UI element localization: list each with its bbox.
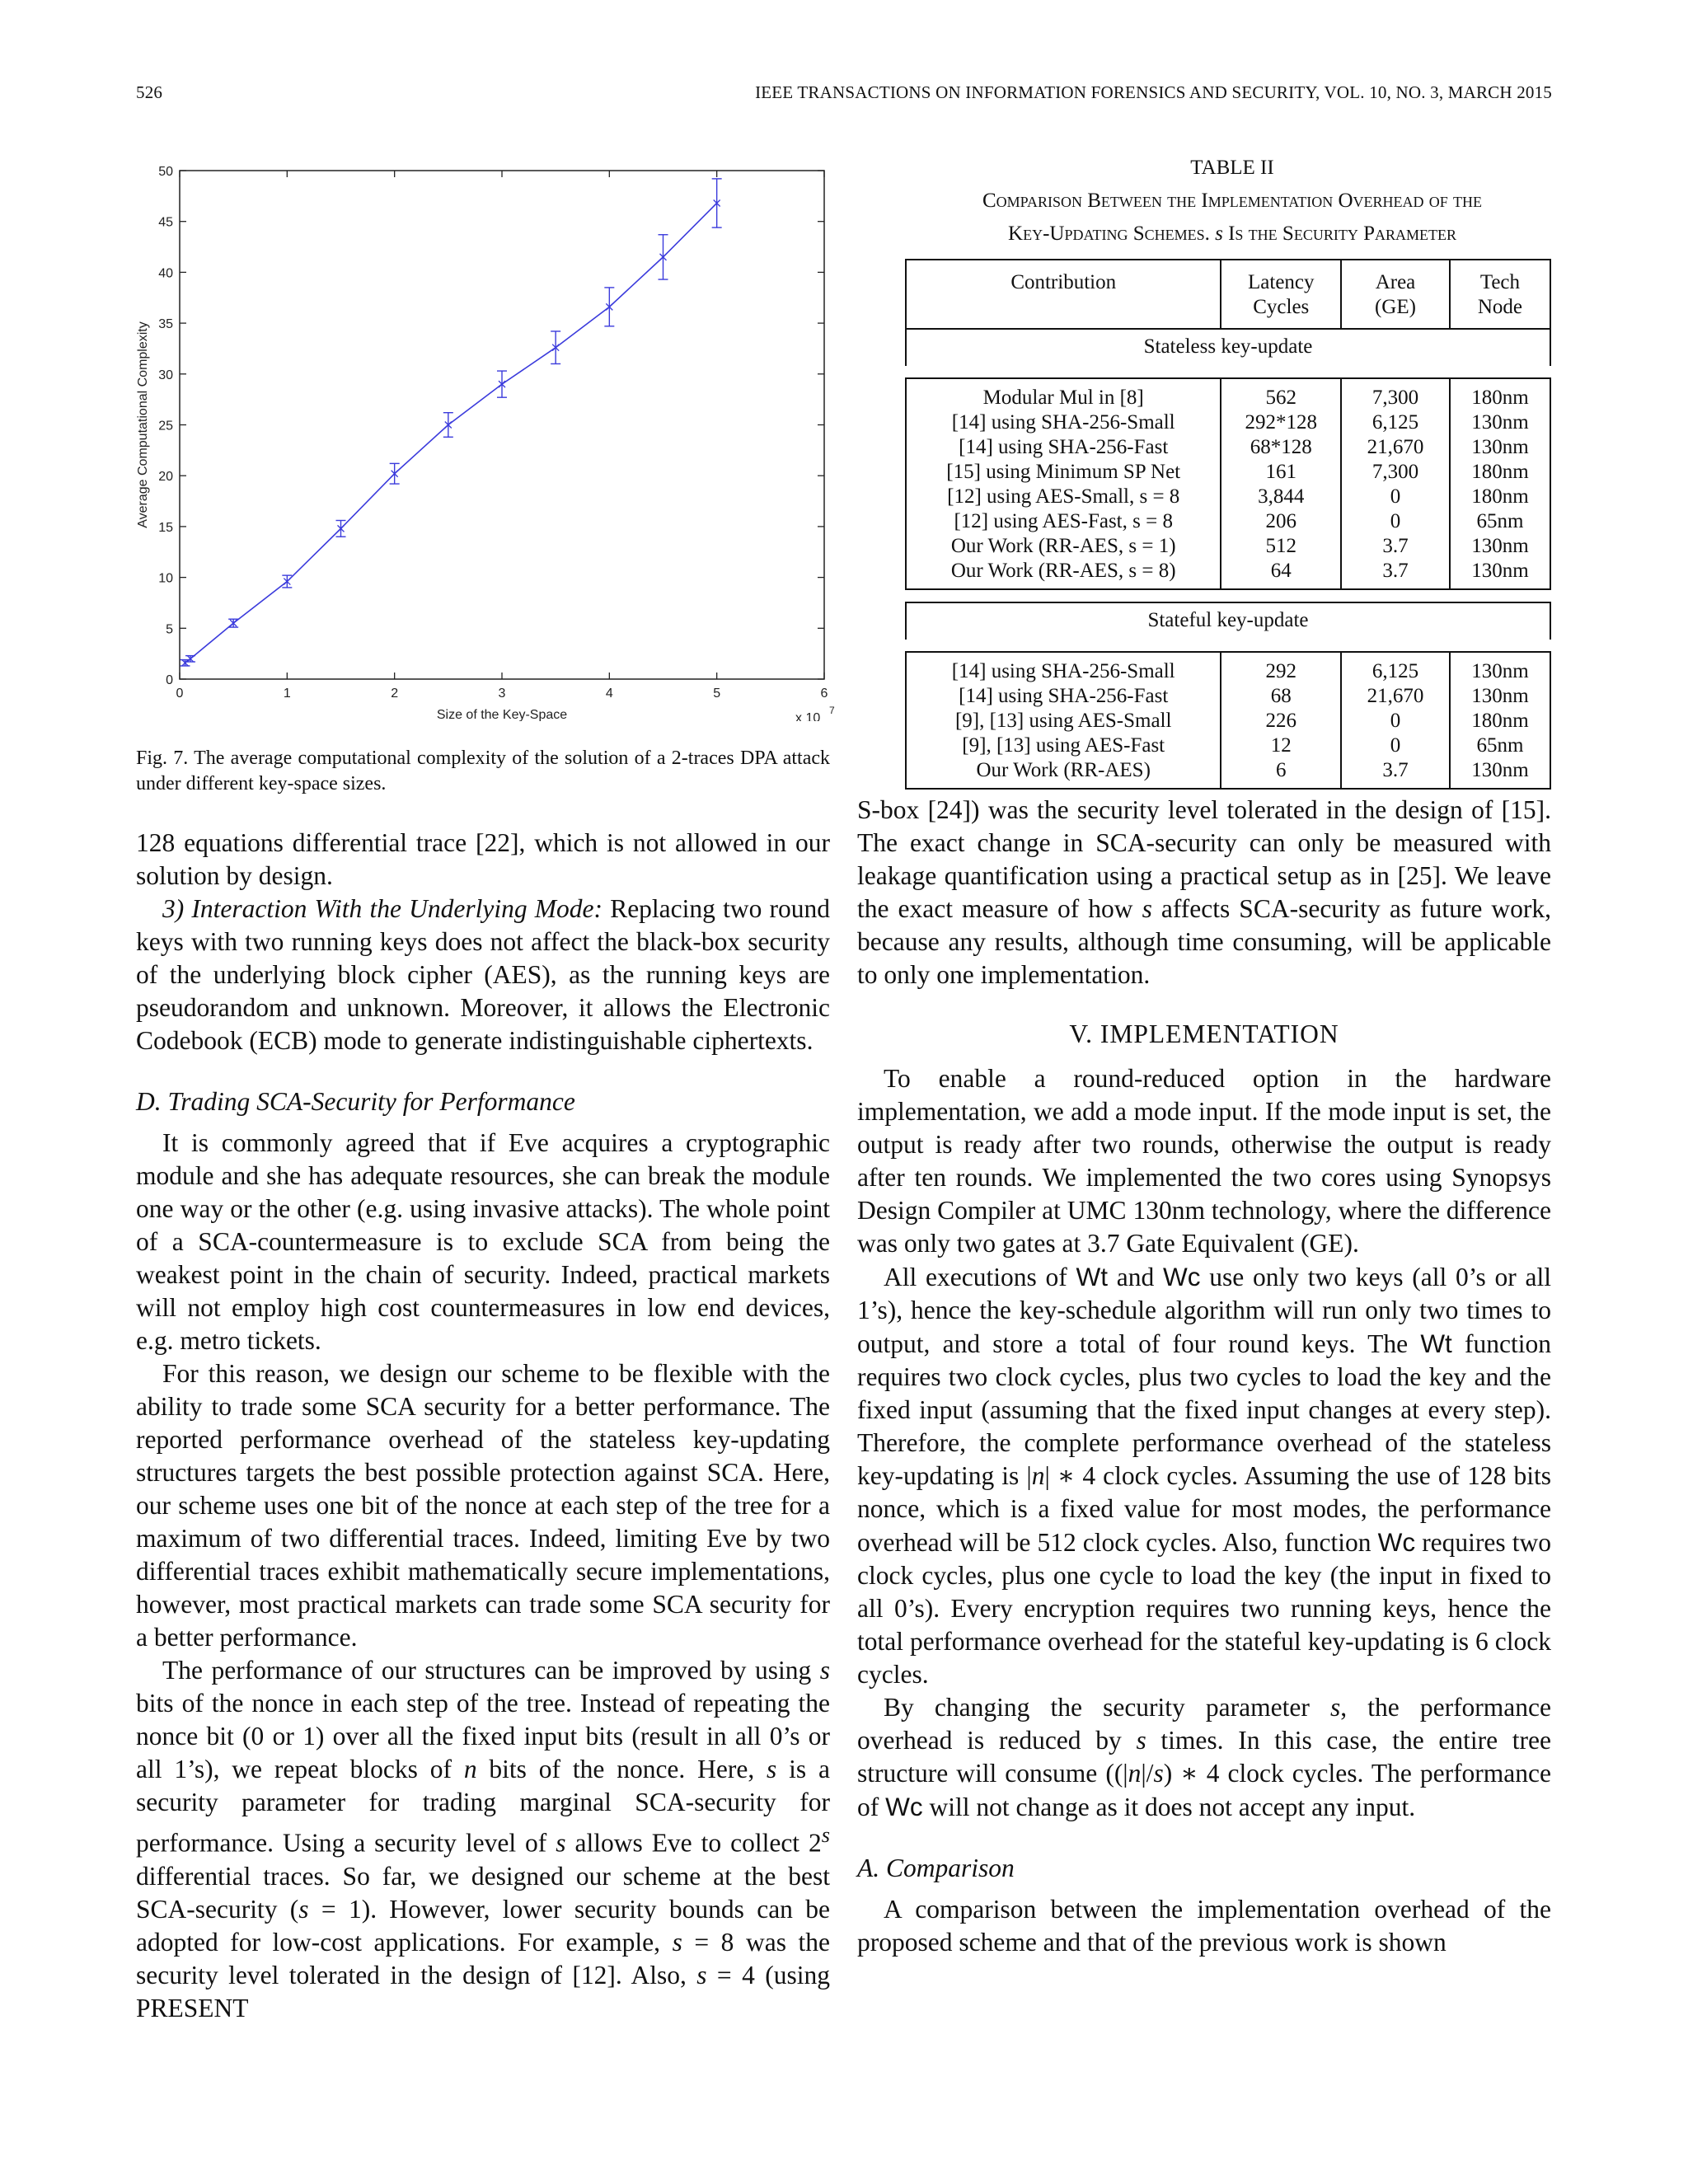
var-n: n xyxy=(463,1755,477,1783)
text: bits of the nonce. Here, xyxy=(476,1755,767,1783)
x-multiplier-exponent: 7 xyxy=(829,705,835,716)
paragraph-performance xyxy=(136,1654,830,2025)
y-tick-label: 20 xyxy=(158,470,173,485)
var-s: s xyxy=(556,1828,566,1858)
table-cell: 21,670 xyxy=(1341,435,1450,460)
text: By changing the security parameter xyxy=(884,1693,1330,1722)
x-tick-label: 6 xyxy=(820,687,828,701)
table-row xyxy=(906,709,1550,733)
table-cell: [14] using SHA-256-Small xyxy=(906,410,1221,435)
func-wt: Wt xyxy=(1076,1262,1108,1291)
text: The performance of our structures can be improved by using xyxy=(162,1656,820,1685)
table-cell: [9], [13] using AES-Small xyxy=(906,709,1221,733)
table-cell: 130nm xyxy=(1450,534,1550,559)
section-d-heading: D. Trading SCA-Security for Performance xyxy=(136,1087,575,1116)
table-cell: 3,844 xyxy=(1221,485,1341,509)
paragraph-security-parameter xyxy=(857,1691,1551,1824)
table-cell: 6,125 xyxy=(1341,410,1450,435)
table-row xyxy=(906,509,1550,534)
table-cell: 0 xyxy=(1341,709,1450,733)
table-cell: 68*128 xyxy=(1221,435,1341,460)
header-line: (GE) xyxy=(1374,296,1416,318)
chart-marks xyxy=(181,179,722,666)
table-cell: 161 xyxy=(1221,460,1341,485)
text: is a security parameter for trading marginal SCA-security for performance. Using a security level of xyxy=(136,1755,830,1858)
var-s: s xyxy=(1142,894,1152,923)
header-line: Contribution xyxy=(1010,271,1117,293)
table-cell: [14] using SHA-256-Fast xyxy=(906,684,1221,709)
text: bits of the nonce in each step of the tree. Instead of repeating the nonce bit (0 or 1) over all the fixed input bits (result in all 0’s or all 1’s), we repeat blocks of xyxy=(136,1689,830,1783)
table-row xyxy=(906,684,1550,709)
table-cell: 0 xyxy=(1341,733,1450,758)
table-cell: 206 xyxy=(1221,509,1341,534)
y-tick-label: 30 xyxy=(158,368,173,382)
paragraph-flexible: For this reason, we design our scheme to be flexible with the ability to trade some SCA security for a better performance. The reported performance overhead of the stateless key-updating structures targets the best possible protection against SCA. Here, our scheme uses one bit of the nonce at each step of the tree for a maximum of two differential traces. Indeed, limiting Eve by two differential traces exhibit mathematically secure implementations, however, most practical markets can trade some SCA security for a better performance. xyxy=(136,1359,830,1652)
var-s: s xyxy=(672,1927,682,1957)
journal-header: IEEE TRANSACTIONS ON INFORMATION FORENSICS AND SECURITY, VOL. 10, NO. 3, MARCH 2015 xyxy=(755,82,1552,102)
text: times. In this case, the entire tree structure will consume ((| xyxy=(857,1726,1551,1788)
y-tick-label: 25 xyxy=(158,419,173,434)
table-cell: 180nm xyxy=(1450,378,1550,410)
text: function requires two clock cycles, plus two cycles to load the key and the fixed input (assuming that the fixed input changes at every step). Therefore, the complete performance overhead of the stateless key-updating is | xyxy=(857,1329,1551,1490)
table-cell: 6,125 xyxy=(1341,652,1450,684)
paragraph-title: 3) Interaction With the Underlying Mode: xyxy=(162,894,603,923)
paragraph-interaction xyxy=(136,893,830,1057)
x-tick-label: 2 xyxy=(391,687,399,701)
table-cell: 65nm xyxy=(1450,733,1550,758)
plot-frame xyxy=(180,171,824,679)
figure-7-chart xyxy=(132,161,841,721)
text: allows Eve to collect 2 xyxy=(565,1828,822,1858)
table-cell: 130nm xyxy=(1450,684,1550,709)
x-tick-label: 5 xyxy=(713,687,721,701)
table-cell: 3.7 xyxy=(1341,534,1450,559)
table-cell: 3.7 xyxy=(1341,559,1450,589)
text: ) ∗ 4 clock cycles. The performance of xyxy=(857,1759,1551,1821)
table-row xyxy=(906,652,1550,684)
table-caption xyxy=(857,152,1607,251)
table-cell: 130nm xyxy=(1450,559,1550,589)
table-row xyxy=(906,733,1550,758)
func-wc: Wc xyxy=(1162,1262,1201,1291)
var-s: s xyxy=(696,1960,707,1990)
var-s: s xyxy=(1329,1693,1341,1722)
x-tick-label: 3 xyxy=(498,687,506,701)
table-cell: 3.7 xyxy=(1341,758,1450,789)
var-s: s xyxy=(298,1894,309,1924)
table-label: TABLE II xyxy=(1190,157,1274,179)
y-tick-label: 15 xyxy=(158,520,173,535)
table-row xyxy=(906,435,1550,460)
table-cell: 292 xyxy=(1221,652,1341,684)
table-cell: 7,300 xyxy=(1341,378,1450,410)
paragraph-implementation: To enable a round-reduced option in the hardware implementation, we add a mode input. If the mode input is set, the output is ready after two rounds, otherwise the output is ready after ten rounds. We implemented the two cores using Synopsys Design Compiler at UMC 130nm technology, where the difference was only two gates at 3.7 Gate Equivalent (GE). xyxy=(857,1064,1551,1258)
comparison-table xyxy=(905,259,1551,790)
table-group-row xyxy=(906,329,1550,366)
table-header-row xyxy=(906,260,1550,329)
table-cell: 180nm xyxy=(1450,485,1550,509)
table-cell: Our Work (RR-AES) xyxy=(906,758,1221,789)
header-line: Latency xyxy=(1248,271,1315,293)
paragraph-continuation xyxy=(857,794,1551,991)
table-cell: Modular Mul in [8] xyxy=(906,378,1221,410)
section-a-heading: A. Comparison xyxy=(857,1854,1015,1882)
paragraph-continuation: 128 equations differential trace [22], which is not allowed in our solution by design. xyxy=(136,828,830,890)
x-tick-label: 0 xyxy=(176,687,184,701)
table-header-cell xyxy=(906,260,1221,329)
text: affects SCA-security as future work, because any results, although time consuming, will be applicable to only one implementation. xyxy=(857,894,1551,989)
var-s: s xyxy=(821,1823,830,1847)
header-line: Tech xyxy=(1479,271,1521,293)
y-tick-label: 40 xyxy=(158,266,173,281)
var-s: s xyxy=(1153,1759,1164,1788)
table-cell: [15] using Minimum SP Net xyxy=(906,460,1221,485)
table-cell: [12] using AES-Fast, s = 8 xyxy=(906,509,1221,534)
var-s: s xyxy=(767,1755,777,1783)
x-axis-label: Size of the Key-Space xyxy=(436,708,568,721)
left-column xyxy=(136,827,830,2025)
table-cell: [9], [13] using AES-Fast xyxy=(906,733,1221,758)
table-cell: 130nm xyxy=(1450,652,1550,684)
var-s: s xyxy=(819,1656,830,1685)
table-row xyxy=(906,534,1550,559)
table-cell: 512 xyxy=(1221,534,1341,559)
table-cell: 226 xyxy=(1221,709,1341,733)
text: Is the Security Parameter xyxy=(1222,223,1456,245)
text: | ∗ 4 clock cycles. Assuming the use of 128 bits nonce, which is a fixed value for most modes, the performance overhead will be 512 clock cycles. Also, function xyxy=(857,1461,1551,1557)
text: = 1). However, lower security bounds can be adopted for low-cost applications. For example, xyxy=(136,1894,830,1957)
func-wc: Wc xyxy=(1377,1527,1416,1557)
var-n: n xyxy=(1031,1461,1045,1490)
text: and xyxy=(1107,1263,1163,1291)
table-cell: 180nm xyxy=(1450,709,1550,733)
text: |/ xyxy=(1141,1759,1154,1788)
table-cell: 12 xyxy=(1221,733,1341,758)
chart-labels xyxy=(136,165,835,721)
table-cell: Our Work (RR-AES, s = 8) xyxy=(906,559,1221,589)
text: requires two clock cycles, plus one cycle to load the key (the input in fixed to all 0’s). Every encryption requires two running keys, hence the total performance overhead for the stateful key-updating is 6 clock cycles. xyxy=(857,1528,1551,1689)
y-tick-label: 5 xyxy=(166,622,173,637)
paragraph-text: Replacing two round keys with two running keys does not affect the black-box security of the underlying block cipher (AES), as the running keys are pseudorandom and unknown. Moreover, it allows the Electronic Codebook (ECB) mode to generate indistinguishable ciphertexts. xyxy=(136,894,830,1055)
y-tick-label: 10 xyxy=(158,571,173,586)
table-row xyxy=(906,410,1550,435)
table-cell: 130nm xyxy=(1450,758,1550,789)
table-cell: 0 xyxy=(1341,509,1450,534)
y-tick-label: 50 xyxy=(158,165,173,179)
table-cell: 64 xyxy=(1221,559,1341,589)
paragraph-eve: It is commonly agreed that if Eve acquires a cryptographic module and she has adequate resources, she can break the module one way or the other (e.g. using invasive attacks). The whole point of a SCA-countermeasure is to exclude SCA from being the weakest point in the chain of security. Indeed, practical markets will not employ high cost countermeasures in low end devices, e.g. metro tickets. xyxy=(136,1128,830,1355)
x-tick-label: 4 xyxy=(605,687,613,701)
table-cell: 65nm xyxy=(1450,509,1550,534)
y-axis-label: Average Computational Complexity xyxy=(136,321,150,528)
table-cell: 6 xyxy=(1221,758,1341,789)
table-cell: 130nm xyxy=(1450,435,1550,460)
table-cell: 130nm xyxy=(1450,410,1550,435)
group-stateless: Stateless key-update xyxy=(906,329,1550,366)
table-cell: [14] using SHA-256-Small xyxy=(906,652,1221,684)
table-caption-line1: Comparison Between the Implementation Overhead of the xyxy=(982,190,1483,212)
table-cell: [14] using SHA-256-Fast xyxy=(906,435,1221,460)
func-wc: Wc xyxy=(885,1792,923,1821)
y-tick-label: 45 xyxy=(158,215,173,230)
header-line: Node xyxy=(1477,296,1522,318)
paragraph-executions xyxy=(857,1260,1551,1691)
table-row xyxy=(906,559,1550,589)
var-n: n xyxy=(1128,1759,1142,1788)
page-number: 526 xyxy=(136,82,163,102)
table-header-cell xyxy=(1450,260,1550,329)
table-caption-line2 xyxy=(857,218,1607,251)
header-line: Area xyxy=(1375,271,1416,293)
text: = 8 was the security level tolerated in the design of [12]. Also, xyxy=(136,1927,830,1990)
section-v-heading: V. IMPLEMENTATION xyxy=(1069,1019,1339,1048)
table-cell: 68 xyxy=(1221,684,1341,709)
right-column xyxy=(857,794,1551,1959)
table-row xyxy=(906,485,1550,509)
y-tick-label: 0 xyxy=(166,673,173,687)
table-cell: [12] using AES-Small, s = 8 xyxy=(906,485,1221,509)
paragraph-comparison: A comparison between the implementation overhead of the proposed scheme and that of the previous work is shown xyxy=(857,1895,1551,1957)
text: S-box [24]) was the security level tolerated in the design of [15]. The exact change in SCA-security can only be measured with leakage quantification using a practical setup as in [25]. We leave the exact measure of how xyxy=(857,795,1551,923)
func-wt: Wt xyxy=(1420,1329,1452,1358)
text: , the performance overhead is reduced by xyxy=(857,1693,1551,1755)
chart-axes xyxy=(180,171,824,679)
x-multiplier-label: x 10 xyxy=(795,711,821,721)
table-header-cell xyxy=(1341,260,1450,329)
table-group-row xyxy=(906,602,1550,640)
table-header-cell xyxy=(1221,260,1341,329)
text: will not change as it does not accept any input. xyxy=(922,1793,1416,1821)
text: = 4 (using PRESENT xyxy=(136,1960,830,2022)
text: differential traces. So far, we designed our scheme at the best SCA-security ( xyxy=(136,1861,830,1924)
text: Key-Updating Schemes. xyxy=(1008,223,1216,245)
table-cell: 0 xyxy=(1341,485,1450,509)
table-row xyxy=(906,378,1550,410)
var-s: s xyxy=(1215,223,1223,245)
series-line xyxy=(185,203,717,663)
table-cell: 7,300 xyxy=(1341,460,1450,485)
x-tick-label: 1 xyxy=(283,687,291,701)
table-cell: 21,670 xyxy=(1341,684,1450,709)
var-s: s xyxy=(1136,1726,1146,1755)
table-row xyxy=(906,460,1550,485)
table-cell: 180nm xyxy=(1450,460,1550,485)
group-stateful: Stateful key-update xyxy=(906,602,1550,640)
table-cell: 562 xyxy=(1221,378,1341,410)
y-tick-label: 35 xyxy=(158,317,173,332)
text: use only two keys (all 0’s or all 1’s), hence the key-schedule algorithm will run only two times to output, and store a total of four round keys. The xyxy=(857,1263,1551,1358)
table-cell: 292*128 xyxy=(1221,410,1341,435)
figure-7-caption: Fig. 7. The average computational complexity of the solution of a 2-traces DPA attack under different key-space sizes. xyxy=(136,748,830,794)
table-cell: Our Work (RR-AES, s = 1) xyxy=(906,534,1221,559)
text: All executions of xyxy=(884,1263,1076,1291)
table-row xyxy=(906,758,1550,789)
header-line: Cycles xyxy=(1253,296,1310,318)
